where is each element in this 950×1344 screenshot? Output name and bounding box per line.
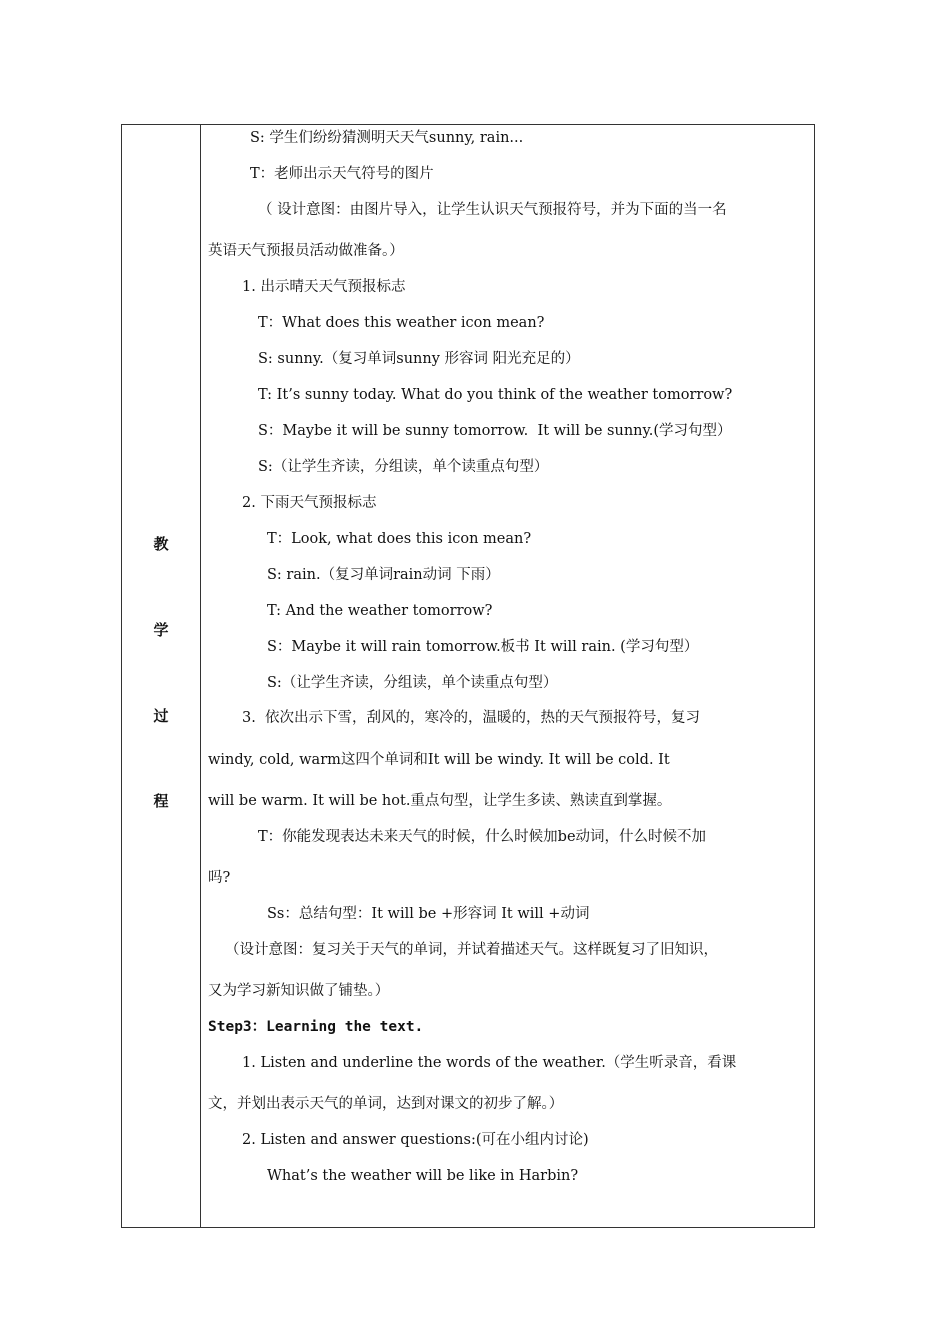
text-line: T: It’s sunny today. What do you think of the weather tomorrow? (258, 387, 733, 403)
text-line: T：你能发现表达未来天气的时候，什么时候加be动词，什么时候不加 (258, 829, 707, 845)
text-line: （ 设计意图：由图片导入，让学生认识天气预报符号，并为下面的当一名 (258, 202, 727, 218)
text-line: What’s the weather will be like in Harbin? (267, 1168, 579, 1184)
text-line: 又为学习新知识做了铺垫。） (208, 983, 390, 999)
text-line: 2. 下雨天气预报标志 (242, 495, 377, 511)
text-line: S：Maybe it will be sunny tomorrow. It will be sunny.(学习句型） (258, 423, 732, 439)
text-line: S：Maybe it will rain tomorrow.板书 It will rain. (学习句型） (267, 639, 699, 655)
text-line: 文，并划出表示天气的单词，达到对课文的初步了解。） (208, 1096, 564, 1112)
side-label-char: 程 (153, 792, 169, 810)
text-line: T：老师出示天气符号的图片 (250, 166, 434, 182)
text-line: S: sunny.（复习单词sunny 形容词 阳光充足的） (258, 351, 580, 367)
side-label-char: 教 (153, 535, 169, 553)
side-label-char: 学 (153, 621, 169, 639)
text-line: 3. 依次出示下雪，刮风的，寒冷的，温暖的，热的天气预报符号，复习 (242, 710, 701, 726)
side-label-char: 过 (153, 707, 169, 725)
text-line: S:（让学生齐读，分组读，单个读重点句型） (267, 675, 558, 691)
text-line: Ss：总结句型：It will be +形容词 It will +动词 (267, 906, 590, 922)
text-line: windy, cold, warm这四个单词和It will be windy. It will be cold. It (208, 752, 670, 768)
text-line: 1. Listen and underline the words of the weather.（学生听录音，看课 (242, 1055, 737, 1071)
text-line: T: And the weather tomorrow? (267, 603, 493, 619)
text-line: S: 学生们纷纷猜测明天天气sunny, rain... (250, 130, 524, 146)
column-divider (200, 125, 201, 1227)
text-line: 2. Listen and answer questions:(可在小组内讨论) (242, 1132, 589, 1148)
text-line: S:（让学生齐读，分组读，单个读重点句型） (258, 459, 549, 475)
text-line: （设计意图：复习关于天气的单词，并试着描述天气。这样既复习了旧知识， (225, 942, 718, 958)
text-line: T：What does this weather icon mean? (258, 315, 545, 331)
text-line: will be warm. It will be hot.重点句型，让学生多读、熟读直到掌握。 (208, 793, 672, 809)
text-line: T：Look, what does this icon mean? (267, 531, 532, 547)
text-line: 英语天气预报员活动做准备。） (208, 243, 404, 259)
text-line: S: rain.（复习单词rain动词 下雨） (267, 567, 500, 583)
section-heading: Step3：Learning the text. (208, 1019, 424, 1035)
text-line: 吗? (208, 870, 231, 886)
text-line: 1. 出示晴天天气预报标志 (242, 279, 406, 295)
